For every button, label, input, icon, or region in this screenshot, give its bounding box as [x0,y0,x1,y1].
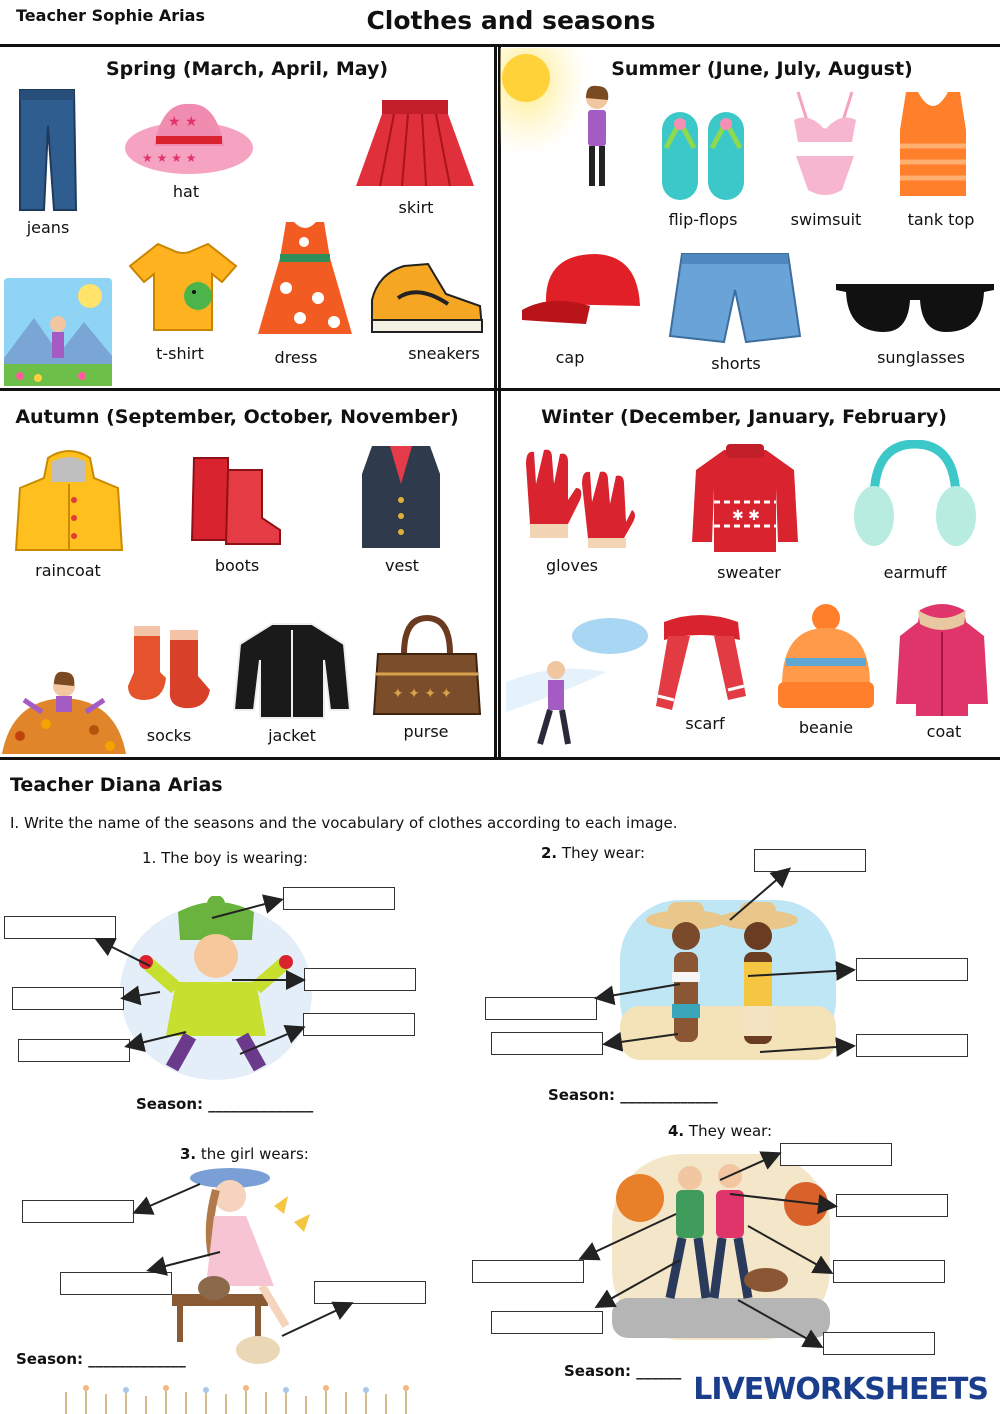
q3-title: 3. the girl wears: [180,1145,309,1163]
label-swimsuit: swimsuit [790,210,862,229]
label-coat: coat [926,722,962,741]
label-cap: cap [555,348,585,367]
season-label-3: Season: _____________ [16,1350,186,1368]
q2-title: 2. They wear: [541,844,646,862]
season-label-2: Season: _____________ [548,1086,718,1104]
flowers-border-icon [56,1380,416,1414]
label-flip-flops: flip-flops [668,210,738,229]
exercise-teacher: Teacher Diana Arias [10,774,223,796]
label-jeans: jeans [26,218,70,237]
label-beanie: beanie [798,718,854,737]
label-raincoat: raincoat [35,561,101,580]
instruction: I. Write the name of the seasons and the vocabulary of clothes according to each image. [10,814,678,832]
label-sneakers: sneakers [408,344,480,363]
label-sunglasses: sunglasses [877,348,965,367]
svg-text:✱ ✱: ✱ ✱ [732,508,760,524]
autumn-title: Autumn (September, October, November) [15,406,459,428]
svg-text:✦ ✦ ✦ ✦: ✦ ✦ ✦ ✦ [392,686,453,702]
svg-text:★ ★: ★ ★ [168,114,198,130]
label-jacket: jacket [268,726,316,745]
label-sweater: sweater [717,563,781,582]
label-socks: socks [146,726,192,745]
label-shorts: shorts [711,354,761,373]
q1-title: 1. The boy is wearing: [142,849,308,867]
svg-text:★ ★ ★ ★: ★ ★ ★ ★ [142,151,197,165]
page-title: Clothes and seasons [366,6,656,35]
label-earmuff: earmuff [883,563,947,582]
label-boots: boots [214,556,260,575]
liveworksheets-logo: LIVEWORKSHEETS [693,1372,988,1407]
label-t-shirt: t-shirt [156,344,204,363]
summer-title: Summer (June, July, August) [611,58,913,80]
spring-title: Spring (March, April, May) [105,58,389,80]
label-gloves: gloves [545,556,599,575]
season-label-4: Season: ______ [564,1362,682,1380]
label-purse: purse [403,722,449,741]
winter-title: Winter (December, January, February) [541,406,947,428]
season-label-1: Season: ______________ [136,1095,314,1113]
q4-title: 4. They wear: [668,1122,773,1140]
label-skirt: skirt [398,198,434,217]
label-hat: hat [172,182,200,201]
label-tank-top: tank top [907,210,975,229]
teacher-name: Teacher Sophie Arias [16,6,205,25]
label-dress: dress [274,348,318,367]
label-vest: vest [385,556,419,575]
label-scarf: scarf [685,714,725,733]
